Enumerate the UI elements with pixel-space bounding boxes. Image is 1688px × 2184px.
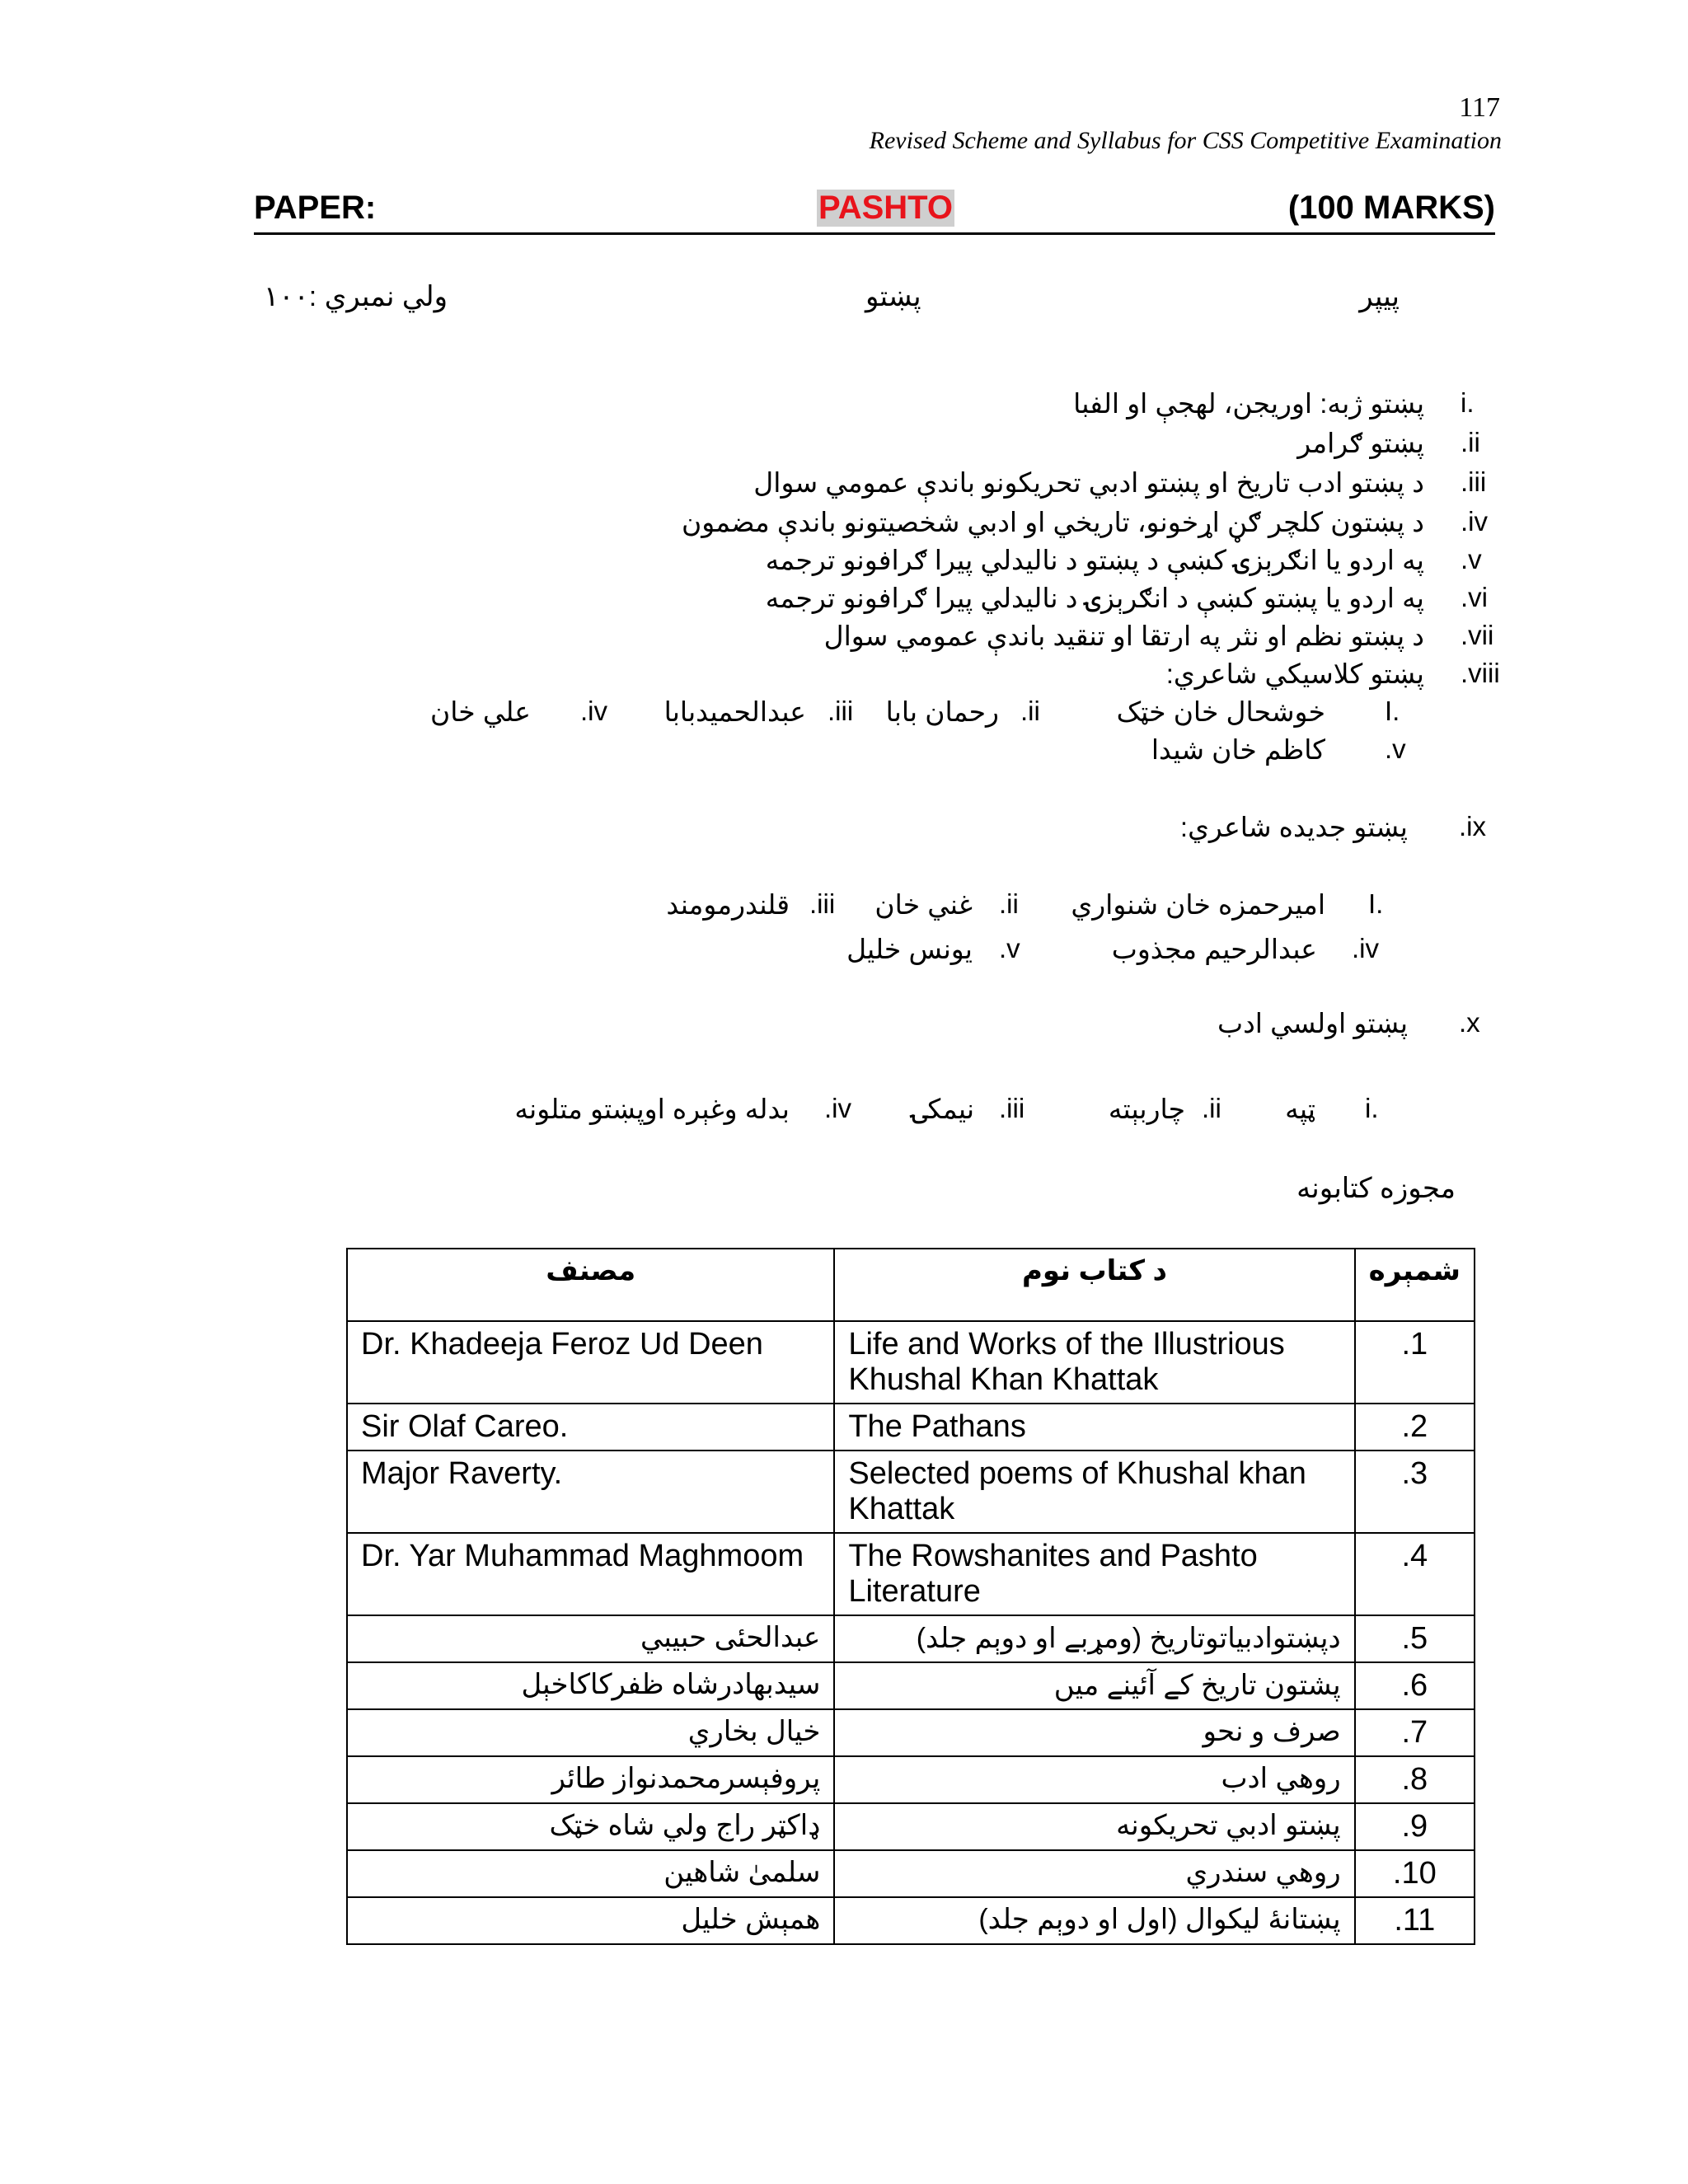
poet-name: رحمان بابا (885, 696, 999, 727)
author-column-header: مصنف (347, 1249, 834, 1321)
number-column-header: شمېره (1355, 1249, 1475, 1321)
poet-name: اميرحمزه خان شنواري (1071, 889, 1325, 920)
title-cell: Life and Works of the Illustrious Khushal Khan Khattak (834, 1321, 1354, 1404)
number-cell: .8 (1355, 1756, 1475, 1803)
urdu-paper-label: پيپر (1359, 281, 1400, 312)
topic-number: .ii (1461, 427, 1480, 457)
author-cell: Dr. Khadeeja Feroz Ud Deen (347, 1321, 834, 1404)
number-cell: .6 (1355, 1662, 1475, 1709)
author-cell: خيال بخاري (347, 1709, 834, 1756)
number-cell: .2 (1355, 1404, 1475, 1451)
title-cell: پشتون تاريخ کے آئينے ميں (834, 1662, 1354, 1709)
poet-number: .iii (828, 696, 854, 726)
folk-number: i. (1365, 1093, 1379, 1123)
number-cell: .5 (1355, 1615, 1475, 1662)
title-cell: The Pathans (834, 1404, 1354, 1451)
author-cell: سلمیٰ شاهين (347, 1850, 834, 1897)
table-row (347, 1404, 1475, 1451)
topic-text: د پښتو ادب تاريخ او پښتو ادبي تحريکونو باندې عمومي سوال (753, 467, 1424, 498)
number-cell: .11 (1355, 1897, 1475, 1944)
page-number: 117 (1459, 92, 1500, 123)
number-cell: .1 (1355, 1321, 1475, 1404)
poet-number: I. (1368, 888, 1384, 919)
table-row (347, 1850, 1475, 1897)
marks-label: (100 MARKS) (1287, 190, 1495, 226)
topic-number: .viii (1461, 658, 1500, 688)
number-cell: .10 (1355, 1850, 1475, 1897)
folk-item: ټپه (1285, 1094, 1315, 1124)
paper-label: PAPER: (254, 190, 377, 226)
section-number: .x (1459, 1007, 1480, 1038)
poet-name: عبدالرحيم مجذوب (1111, 934, 1317, 964)
title-cell: صرف و نحو (834, 1709, 1354, 1756)
author-cell: ډاکټر راج ولي شاه خټک (347, 1803, 834, 1850)
table-header-row (347, 1249, 1475, 1321)
folk-literature-heading: پښتو اولسي ادب (1217, 1008, 1408, 1038)
poet-name: کاظم خان شيدا (1151, 734, 1325, 765)
title-cell: دپښتوادبياتوتاريخ (ومړبے او دوېم جلد) (834, 1615, 1354, 1662)
table-row (347, 1756, 1475, 1803)
number-cell: .3 (1355, 1451, 1475, 1533)
poet-number: .ii (999, 888, 1019, 919)
table-row (347, 1709, 1475, 1756)
subject-title: PASHTO (818, 190, 953, 226)
poet-number: .iv (1352, 933, 1379, 963)
author-cell: عبدالحئی حبيبي (347, 1615, 834, 1662)
table-row (347, 1803, 1475, 1850)
number-cell: .9 (1355, 1803, 1475, 1850)
number-cell: .4 (1355, 1533, 1475, 1615)
title-column-header: د کتاب نوم (834, 1249, 1354, 1321)
recommended-books-title: مجوزه کتابونه (1296, 1173, 1456, 1204)
poet-name: غني خان (874, 889, 973, 920)
poet-name: علي خان (430, 696, 531, 727)
urdu-subject-label: پښتو (865, 281, 921, 312)
topic-text: پښتو ژبه: اوريجن، لهجې او الفبا (1073, 388, 1424, 419)
title-cell: Selected poems of Khushal khan Khattak (834, 1451, 1354, 1533)
table-row (347, 1533, 1475, 1615)
folk-item: نيمکۍ (912, 1094, 974, 1124)
table-row (347, 1897, 1475, 1944)
topic-number: i. (1461, 387, 1475, 418)
number-cell: .7 (1355, 1709, 1475, 1756)
author-cell: Dr. Yar Muhammad Maghmoom (347, 1533, 834, 1615)
poet-name: عبدالحميدبابا (663, 696, 806, 727)
title-cell: پښتانهٔ ليکوال (اول او دوېم جلد) (834, 1897, 1354, 1944)
urdu-marks-label: ولي نمبري :۱۰۰ (264, 281, 448, 312)
table-row (347, 1615, 1475, 1662)
title-cell: پښتو ادبي تحريکونه (834, 1803, 1354, 1850)
topic-text: د پښتون کلچر ګڼ اړخونو، تاريخي او ادبي شخصيتونو باندې مضمون (682, 507, 1424, 537)
modern-poetry-heading: پښتو جديده شاعري: (1179, 812, 1408, 842)
poet-name: يونس خليل (846, 934, 973, 964)
poet-number: .iv (580, 696, 607, 726)
author-cell: Sir Olaf Careo. (347, 1404, 834, 1451)
poet-name: قلندرمومند (666, 889, 790, 920)
topic-number: .iv (1461, 506, 1488, 537)
topic-text: په اردو يا پښتو کښې د انګرېزۍ د ناليدلي پيرا ګرافونو ترجمه (765, 583, 1424, 613)
title-cell: روهي ادب (834, 1756, 1354, 1803)
topic-text: پښتو ګرامر (1297, 428, 1424, 458)
running-header: Revised Scheme and Syllabus for CSS Competitive Examination (869, 127, 1502, 154)
poet-number: I. (1385, 696, 1400, 726)
title-cell: روهي سندري (834, 1850, 1354, 1897)
folk-number: .ii (1202, 1093, 1221, 1123)
author-cell: همېش خليل (347, 1897, 834, 1944)
poet-number: .v (999, 933, 1020, 963)
topic-text: د پښتو نظم او نثر په ارتقا او تنقيد باندې عمومي سوال (823, 621, 1424, 651)
table-row (347, 1662, 1475, 1709)
title-cell: The Rowshanites and Pashto Literature (834, 1533, 1354, 1615)
topic-text: په اردو يا انګرېزۍ کښې د پښتو د ناليدلي پيرا ګرافونو ترجمه (765, 545, 1424, 575)
author-cell: پروفېسرمحمدنواز طائر (347, 1756, 834, 1803)
paper-header (254, 190, 1495, 235)
topic-number: .vi (1461, 582, 1488, 612)
topic-number: .vii (1461, 620, 1494, 650)
table-row (347, 1321, 1475, 1404)
author-cell: Major Raverty. (347, 1451, 834, 1533)
folk-number: .iv (824, 1093, 851, 1123)
topic-number: .v (1461, 544, 1482, 574)
poet-number: .iii (809, 888, 836, 919)
folk-item: بدله وغېره اوپښتو متلونه (514, 1094, 790, 1124)
poet-number: .ii (1020, 696, 1040, 726)
poet-number: .v (1385, 733, 1406, 764)
topic-number: .iii (1461, 466, 1487, 497)
folk-item: چاربېته (1108, 1094, 1185, 1124)
author-cell: سيدبهادرشاه ظفرکاکاخېل (347, 1662, 834, 1709)
poet-name: خوشحال خان خټک (1116, 696, 1325, 727)
section-number: .ix (1459, 811, 1486, 841)
table-row (347, 1451, 1475, 1533)
folk-number: .iii (999, 1093, 1025, 1123)
books-table (346, 1248, 1475, 1945)
topic-text: پښتو کلاسيکي شاعري: (1165, 658, 1424, 689)
